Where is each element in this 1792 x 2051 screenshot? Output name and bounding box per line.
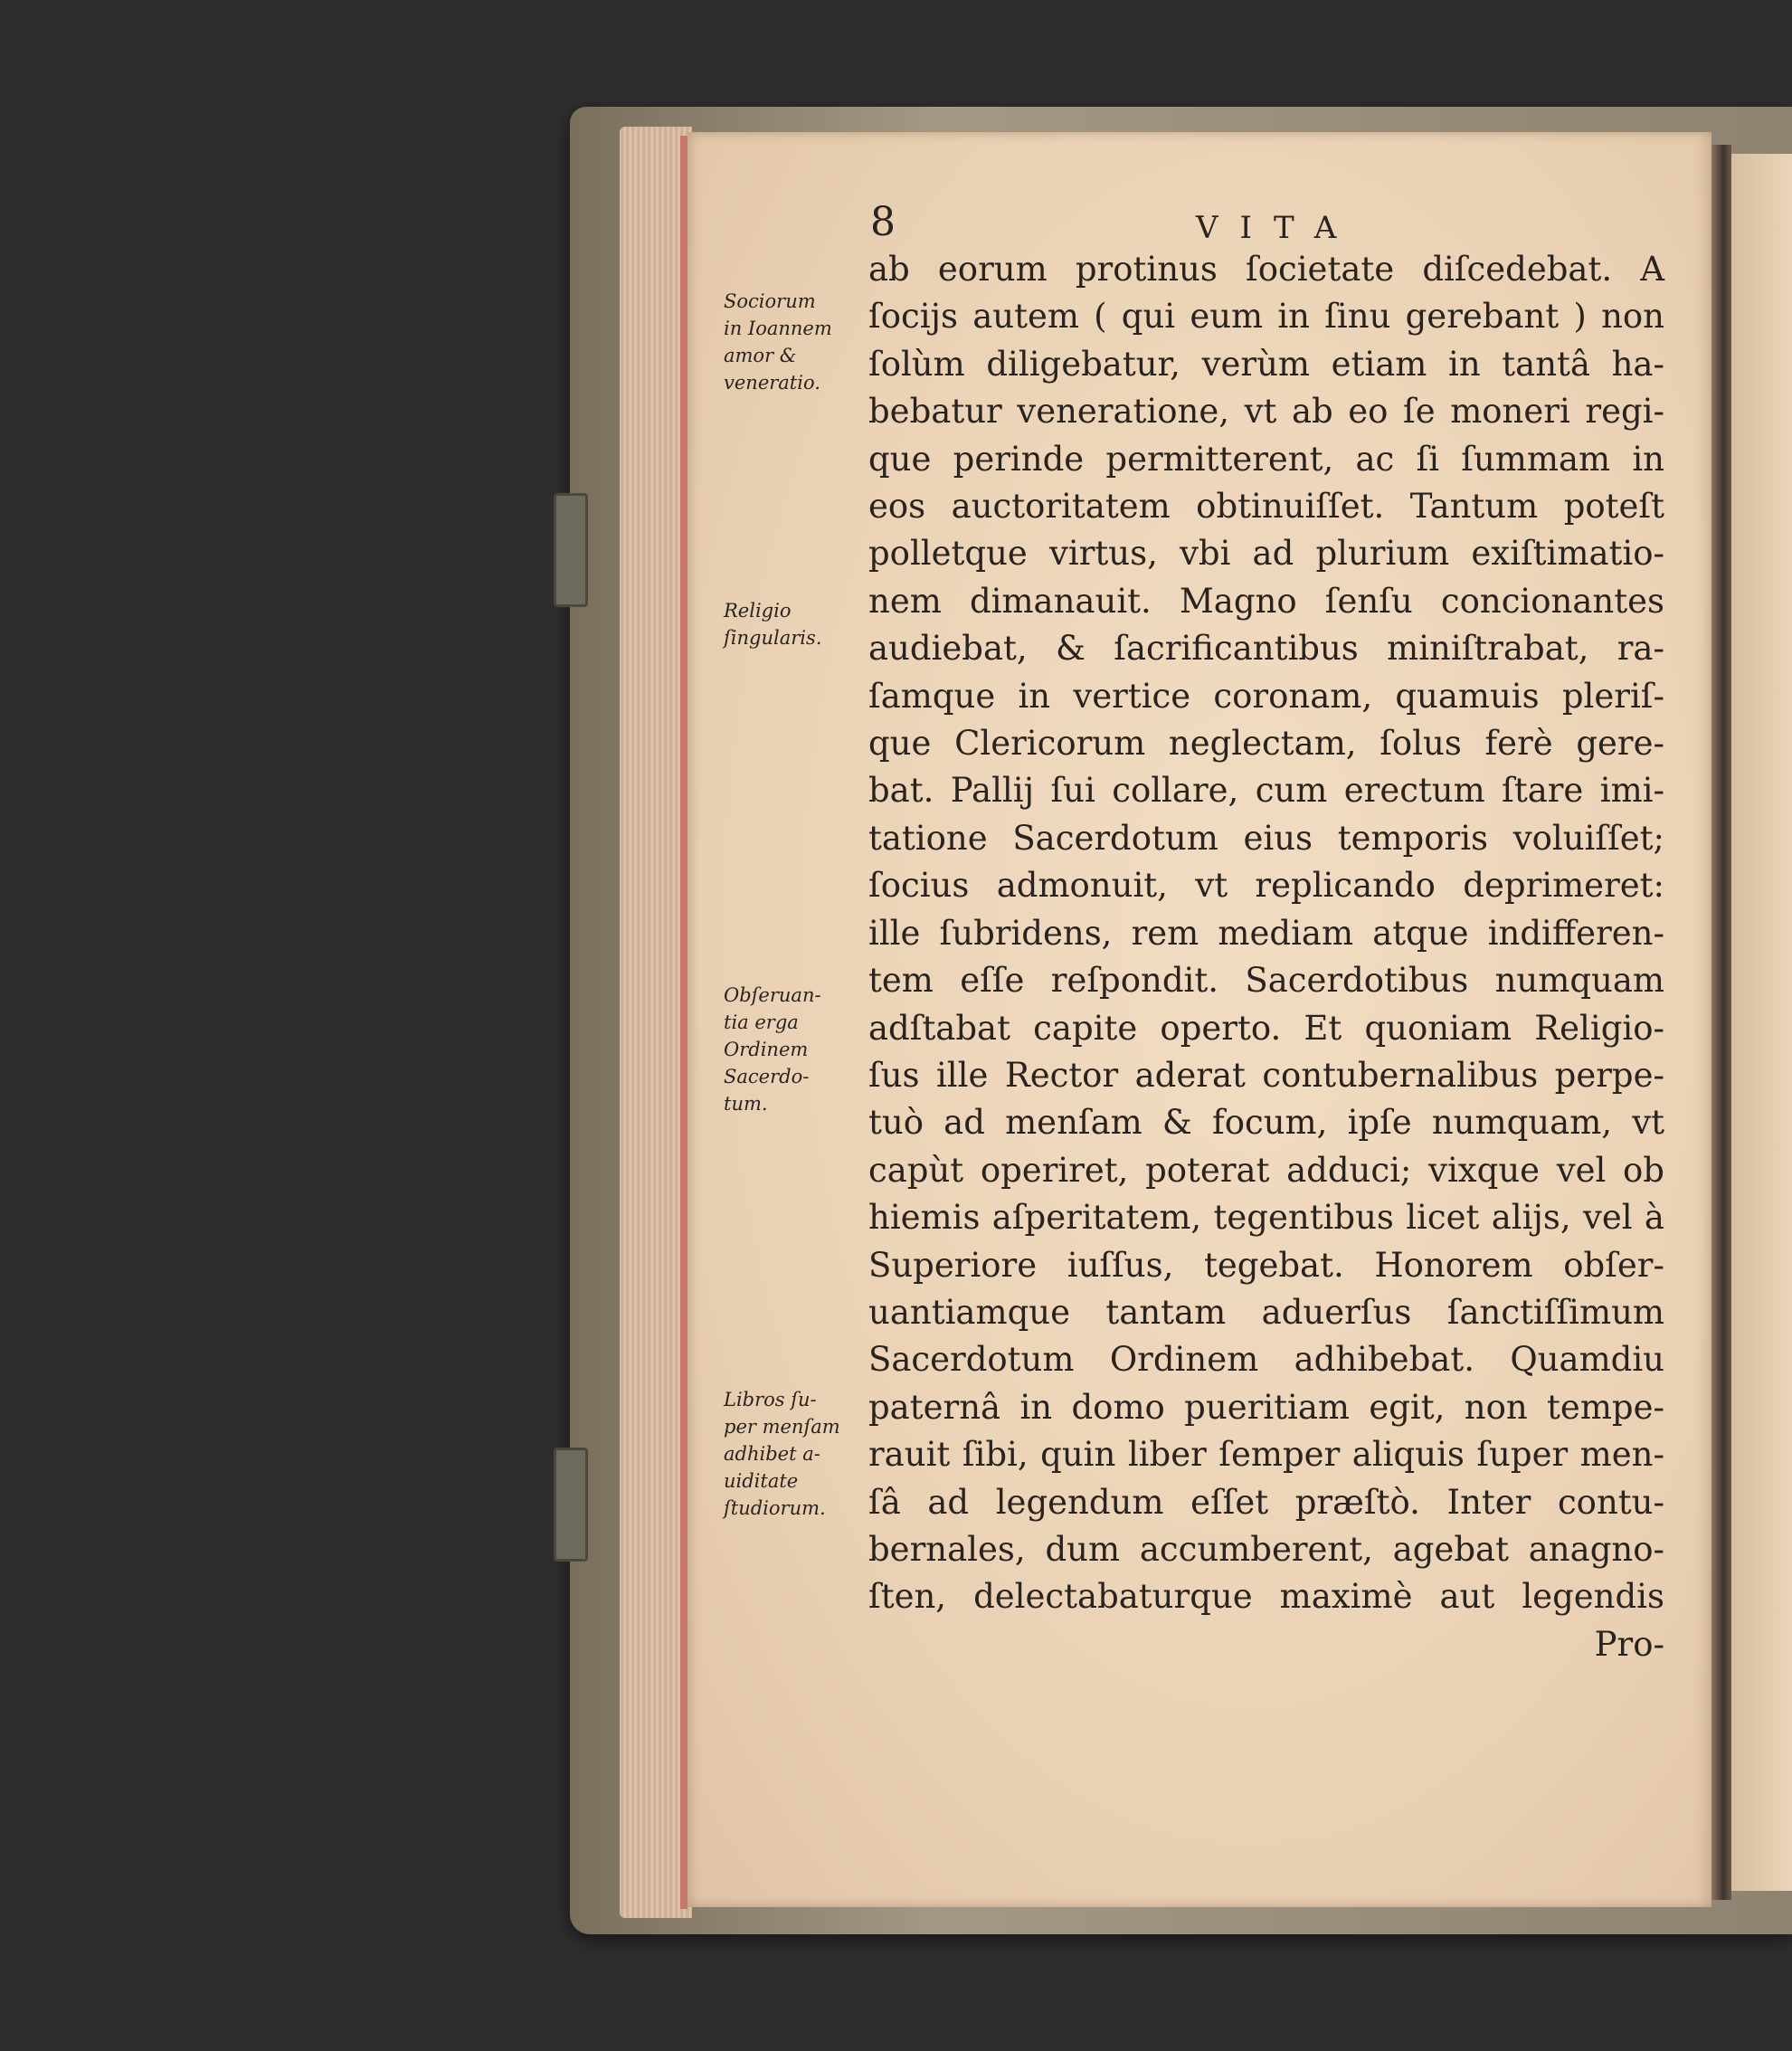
margin-note-religio <box>724 597 882 651</box>
text-line: ſamque in vertice coronam, quamuis pleriſ- <box>868 676 1664 716</box>
margin-note-line: veneratio. <box>724 372 820 394</box>
margin-note-line: Sociorum <box>724 290 816 312</box>
margin-note-libros <box>724 1386 882 1522</box>
margin-note-line: tum. <box>724 1093 768 1115</box>
margin-note-line: in Ioannem <box>724 318 832 339</box>
red-page-edge <box>680 136 687 1909</box>
running-title: VITA <box>1196 210 1359 246</box>
margin-note-line: per menſam <box>724 1416 840 1438</box>
text-line: ſâ ad legendum eſſet præſtò. Inter contu- <box>868 1482 1664 1522</box>
margin-note-line: tia erga <box>724 1011 799 1033</box>
text-line: bebatur veneratione, vt ab eo ſe moneri regi- <box>868 392 1664 432</box>
text-line: ſocius admonuit, vt replicando deprimeret: <box>868 866 1664 906</box>
text-line: bat. Pallij ſui collare, cum erectum ſtare imi- <box>868 771 1664 811</box>
text-line: ſolùm diligebatur, verùm etiam in tantâ ha- <box>868 344 1664 384</box>
text-line: ſten, delectabaturque maximè aut legendis <box>868 1577 1664 1617</box>
text-line: eos auctoritatem obtinuiſſet. Tantum poteſt <box>868 487 1664 527</box>
text-line: bernales, dum accumberent, agebat anagno- <box>868 1529 1664 1569</box>
text-line: tatione Sacerdotum eius temporis voluiſſet; <box>868 818 1664 858</box>
text-line: tem eſſe reſpondit. Sacerdotibus numquam <box>868 961 1664 1001</box>
text-line: paternâ in domo pueritiam egit, non tempe- <box>868 1387 1664 1427</box>
body-text <box>868 246 1664 1668</box>
text-line: ille ſubridens, rem mediam atque indifferen- <box>868 913 1664 953</box>
margin-note-line: uiditate <box>724 1470 799 1492</box>
text-line: Superiore iuſſus, tegebat. Honorem obſer- <box>868 1245 1664 1285</box>
clasp-upper <box>554 493 588 607</box>
page-number: 8 <box>870 199 896 245</box>
margin-note-line: Ordinem <box>724 1039 809 1060</box>
margin-note-sociorum <box>724 288 882 396</box>
margin-note-line: Religio <box>724 600 792 622</box>
page-header <box>870 199 1503 253</box>
margin-note-line: ſingularis. <box>724 627 822 649</box>
text-line: audiebat, & ſacrificantibus miniſtrabat, ra- <box>868 629 1664 669</box>
margin-note-line: amor & <box>724 345 797 366</box>
book-gutter <box>1711 145 1731 1900</box>
text-line: ab eorum protinus ſocietate diſcedebat. A <box>868 250 1664 289</box>
margin-note-line: ſtudiorum. <box>724 1497 826 1519</box>
text-line: adſtabat capite operto. Et quoniam Religio- <box>868 1008 1664 1048</box>
text-line: ſus ille Rector aderat contubernalibus perpe- <box>868 1055 1664 1095</box>
text-line: nem dimanauit. Magno ſenſu concionantes <box>868 581 1664 621</box>
text-line: ſocijs autem ( qui eum in ſinu gerebant ) non <box>868 297 1664 337</box>
margin-note-line: adhibet a- <box>724 1443 820 1465</box>
text-line: tuò ad menſam & focum, ipſe numquam, vt <box>868 1103 1664 1143</box>
text-line: hiemis aſperitatem, tegentibus licet alijs, vel à <box>868 1198 1664 1238</box>
text-line: uantiamque tantam aduerſus ſanctiſſimum <box>868 1292 1664 1332</box>
text-line: que perinde permitterent, ac ſi ſummam in <box>868 439 1664 479</box>
text-line: capùt operiret, poterat adduci; vixque vel ob <box>868 1150 1664 1190</box>
margin-note-obseruantia <box>724 982 882 1117</box>
margin-note-line: Libros ſu- <box>724 1389 817 1410</box>
catchword: Pro- <box>1594 1624 1664 1664</box>
text-line: que Clericorum neglectam, ſolus ferè gere- <box>868 724 1664 764</box>
clasp-lower <box>554 1448 588 1562</box>
facing-page-edge <box>1731 154 1792 1891</box>
text-line: Sacerdotum Ordinem adhibebat. Quamdiu <box>868 1340 1664 1380</box>
margin-note-line: Sacerdo- <box>724 1066 810 1087</box>
text-line: polletque virtus, vbi ad plurium exiſtimatio- <box>868 534 1664 574</box>
text-line: rauit ſibi, quin liber ſemper aliquis ſuper men- <box>868 1435 1664 1475</box>
margin-note-line: Obſeruan- <box>724 984 821 1006</box>
